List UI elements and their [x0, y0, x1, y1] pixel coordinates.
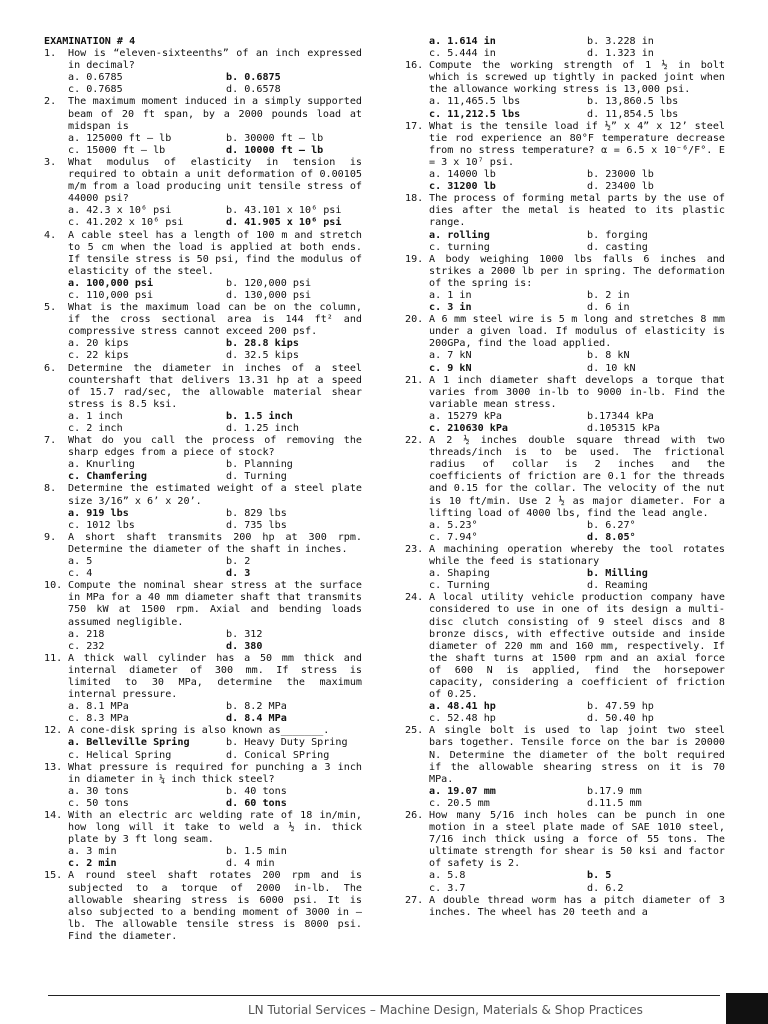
- question-stem: [44, 810, 362, 846]
- answer-option: b. 40 tons: [226, 785, 287, 797]
- answer-option: a. 0.6785: [68, 72, 123, 84]
- answer-option: a. 20 kips: [68, 338, 129, 350]
- answer-options: [44, 508, 362, 532]
- answer-option: b.17344 kPa: [587, 410, 654, 422]
- question-item: [44, 435, 362, 483]
- answer-option-correct: a. 19.07 mm: [429, 785, 496, 797]
- question-item: [44, 48, 362, 96]
- answer-option-correct: b. 1.5 inch: [226, 410, 293, 422]
- question-number: 5.: [44, 302, 57, 314]
- answer-option: c. 0.7685: [68, 84, 123, 96]
- answer-option: c. 110,000 psi: [68, 289, 154, 301]
- answer-options: [405, 290, 725, 314]
- answer-option: a. 1 inch: [68, 410, 123, 422]
- answer-option: d. 11,854.5 lbs: [587, 108, 679, 120]
- question-text: What do you call the process of removing the sharp edges from a piece of stock?: [68, 435, 362, 459]
- question-number: 25.: [405, 725, 424, 737]
- answer-options: [44, 72, 362, 96]
- question-number: 9.: [44, 531, 57, 543]
- question-number: 14.: [44, 810, 63, 821]
- question-text: A cone-disk spring is also known as_______.: [68, 725, 330, 737]
- question-item: [44, 762, 362, 810]
- answer-option: d. casting: [587, 241, 648, 253]
- answer-options: [44, 411, 362, 435]
- question-item: [405, 895, 725, 919]
- answer-option: c. 2 inch: [68, 423, 123, 434]
- answer-options: [44, 737, 362, 761]
- answer-option-correct: d. 8.05°: [587, 531, 636, 543]
- question-text: Compute the working strength of 1 ½ in bolt which is screwed up tightly in packed joint when the allowance working stress is 13,000 psi.: [429, 60, 725, 96]
- question-item: [405, 254, 725, 314]
- question-number: 7.: [44, 435, 57, 447]
- question-stem: [44, 580, 362, 628]
- answer-option: c. 5.444 in: [429, 48, 496, 60]
- answer-option: b. 13,860.5 lbs: [587, 96, 679, 108]
- question-item: [44, 302, 362, 362]
- answer-options: [44, 205, 362, 229]
- question-text: A 6 mm steel wire is 5 m long and stretches 8 mm under a given load. If modulus of elasticity is 200GPa, find the load applied.: [429, 314, 725, 350]
- answer-option-correct: a. 919 lbs: [68, 507, 129, 519]
- question-text: A local utility vehicle production company have considered to use in one of its design a multi-disc clutch consisting of 9 steel discs and 8 bronze discs, with effective outside and inside diameter of 220 mm and 160 mm, respectively. If the shaft turns at 1500 rpm and an axial force of 600 N is applied, find the horsepower capacity, considering a coefficient of friction of 0.25.: [429, 592, 725, 701]
- answer-options: [405, 701, 725, 725]
- answer-option: d. 4 min: [226, 858, 275, 870]
- question-item: [44, 96, 362, 156]
- answer-option: a. 15279 kPa: [429, 410, 502, 422]
- answer-option: a. 30 tons: [68, 785, 129, 797]
- answer-options: [405, 411, 725, 435]
- answer-option-correct: a. 100,000 psi: [68, 277, 154, 289]
- continued-answer-options: [405, 36, 725, 60]
- question-item: [405, 810, 725, 895]
- answer-option: d.105315 kPa: [587, 423, 660, 434]
- answer-option: d. 10 kN: [587, 362, 636, 374]
- answer-option: d. 6.2: [587, 882, 624, 894]
- exam-heading: EXAMINATION # 4: [44, 36, 136, 47]
- question-stem: [44, 483, 362, 507]
- question-number: 24.: [405, 592, 424, 604]
- question-text: How many 5/16 inch holes can be punch in one motion in a steel plate made of SAE 1010 steel, 7/16 inch thick using a force of 55 tons. The ultimate strength for shear is 50 ksi and factor of safety is 2.: [429, 810, 725, 870]
- question-number: 6.: [44, 362, 57, 374]
- answer-options: [405, 870, 725, 894]
- footer-rule: [48, 995, 720, 996]
- answer-option-correct: c. 3 in: [429, 302, 472, 314]
- question-stem: [405, 254, 725, 290]
- answer-option-correct: d. 3: [226, 568, 251, 580]
- answer-option: b. 2 in: [587, 289, 630, 301]
- question-number: 10.: [44, 580, 63, 592]
- question-text: Determine the estimated weight of a steel plate size 3/16” x 6’ x 20’.: [68, 483, 362, 507]
- question-item: [44, 653, 362, 726]
- question-item: [44, 580, 362, 653]
- question-stem: [405, 592, 725, 701]
- question-text: A thick wall cylinder has a 50 mm thick and internal diameter of 300 mm. If stress is limited to 30 MPa, determine the maximum internal pressure.: [68, 652, 362, 701]
- question-stem: [44, 532, 362, 556]
- question-text: What pressure is required for punching a 3 inch in diameter in ¼ inch thick steel?: [68, 761, 362, 785]
- question-stem: [44, 230, 362, 278]
- question-stem: [44, 157, 362, 205]
- answer-option: c. 50 tons: [68, 797, 129, 809]
- answer-option: d. 50.40 hp: [587, 713, 654, 725]
- answer-option-correct: c. Chamfering: [68, 471, 148, 483]
- answer-option: d. Reaming: [587, 580, 648, 592]
- question-stem: [44, 363, 362, 411]
- question-number: 22.: [405, 435, 424, 447]
- answer-options: [44, 338, 362, 362]
- question-item: [405, 60, 725, 120]
- question-number: 13.: [44, 761, 63, 773]
- question-number: 8.: [44, 483, 57, 495]
- question-number: 21.: [405, 374, 424, 386]
- question-number: 3.: [44, 156, 57, 168]
- question-item: [405, 544, 725, 592]
- answer-option: b. 30000 ft – lb: [226, 132, 324, 144]
- question-number: 26.: [405, 810, 424, 821]
- answer-option: d. Turning: [226, 471, 287, 483]
- question-item: [44, 483, 362, 531]
- question-stem: [405, 544, 725, 568]
- answer-option: d. 32.5 kips: [226, 350, 299, 362]
- answer-option: a. 1 in: [429, 289, 472, 301]
- question-text: The maximum moment induced in a simply supported beam of 20 ft span, by a 2000 pounds load at midspan is: [68, 96, 362, 132]
- answer-option: a. 3 min: [68, 846, 117, 858]
- answer-option: b. 1.5 min: [226, 846, 287, 858]
- answer-option: b. Heavy Duty Spring: [226, 737, 348, 749]
- question-number: 23.: [405, 543, 424, 555]
- question-number: 20.: [405, 314, 424, 326]
- answer-option-correct: c. 11,212.5 lbs: [429, 108, 521, 120]
- answer-option: c. 20.5 mm: [429, 797, 490, 809]
- answer-option-correct: a. rolling: [429, 229, 490, 241]
- answer-option: a. Shaping: [429, 568, 490, 580]
- question-text: What is the maximum load can be on the column, if the cross sectional area is 144 ft² and compressive stress cannot exceed 200 psf.: [68, 302, 362, 338]
- answer-option: a. 5.23°: [429, 519, 478, 531]
- answer-option: a. 42.3 x 10⁶ psi: [68, 205, 172, 217]
- answer-options: [44, 629, 362, 653]
- answer-option: d. 130,000 psi: [226, 289, 312, 301]
- question-stem: [44, 653, 362, 701]
- answer-option: c. turning: [429, 241, 490, 253]
- answer-option-correct: b. Milling: [587, 568, 648, 580]
- answer-option: c. 4: [68, 568, 93, 580]
- question-number: 27.: [405, 894, 424, 906]
- question-stem: [405, 725, 725, 785]
- question-stem: [405, 810, 725, 870]
- answer-options: [405, 169, 725, 193]
- answer-option: c. 3.7: [429, 882, 466, 894]
- answer-option-correct: a. 1.614 in: [429, 36, 496, 47]
- answer-option: b. 8.2 MPa: [226, 701, 287, 713]
- answer-options: [405, 350, 725, 374]
- question-text: A single bolt is used to lap joint two steel bars together. Tensile force on the bar is 20000 N. Determine the diameter of the bolt required if the allowable shearing stress on it is 70 MPa.: [429, 725, 725, 785]
- question-stem: [44, 870, 362, 943]
- answer-option: c. 8.3 MPa: [68, 713, 129, 725]
- answer-option: b. 47.59 hp: [587, 701, 654, 713]
- question-stem: [44, 96, 362, 132]
- footer-text: LN Tutorial Services – Machine Design, Materials & Shop Practices: [248, 1003, 643, 1017]
- answer-option-correct: c. 210630 kPa: [429, 423, 509, 434]
- answer-option: a. 125000 ft – lb: [68, 132, 172, 144]
- question-stem: [405, 895, 725, 919]
- question-number: 17.: [405, 120, 424, 132]
- right-column: [405, 36, 725, 919]
- question-text: What is the tensile load if ½” x 4” x 12’ steel tie rod experience an 80°F temperature decrease from no stress temperature? α = 6.5 x 10⁻⁶/F°. E = 3 x 10⁷ psi.: [429, 120, 725, 168]
- question-text: A cable steel has a length of 100 m and stretch to 5 cm when the load is applied at both ends. If tensile stress is 50 psi, find the modulus of elasticity of the steel.: [68, 229, 362, 277]
- answer-option: c. 7.94°: [429, 531, 478, 543]
- question-text: A 1 inch diameter shaft develops a torque that varies from 3000 in-lb to 9000 in-lb. Find the variable mean stress.: [429, 374, 725, 410]
- question-number: 18.: [405, 193, 424, 205]
- answer-option: a. 14000 lb: [429, 169, 496, 181]
- question-number: 1.: [44, 48, 57, 60]
- answer-option: b. 43.101 x 10⁶ psi: [226, 205, 342, 217]
- question-stem: [405, 314, 725, 350]
- footer-page-block: [726, 993, 768, 1024]
- answer-option: d. 735 lbs: [226, 519, 287, 531]
- answer-option-correct: d. 380: [226, 640, 263, 652]
- right-question-list: [405, 60, 725, 919]
- question-number: 16.: [405, 60, 424, 72]
- answer-options: [44, 556, 362, 580]
- question-number: 15.: [44, 870, 63, 882]
- question-text: Compute the nominal shear stress at the surface in MPa for a 40 mm diameter shaft that transmits 750 kW at 1500 rpm. Axial and bending loads assumed negligible.: [68, 580, 362, 628]
- answer-option: c. Turning: [429, 580, 490, 592]
- answer-option: a. 218: [68, 628, 105, 640]
- answer-option: d. 23400 lb: [587, 181, 654, 193]
- answer-option: d. 6 in: [587, 302, 630, 314]
- answer-option-correct: d. 8.4 MPa: [226, 713, 287, 725]
- page-footer: [0, 993, 768, 1024]
- question-item: [44, 363, 362, 436]
- answer-option: b. 120,000 psi: [226, 277, 312, 289]
- answer-options: [405, 786, 725, 810]
- answer-option: b. 829 lbs: [226, 507, 287, 519]
- answer-option-correct: d. 10000 ft – lb: [226, 144, 324, 156]
- question-number: 2.: [44, 96, 57, 108]
- answer-option-correct: d. 60 tons: [226, 797, 287, 809]
- answer-option: c. 15000 ft – lb: [68, 144, 166, 156]
- question-text: How is “eleven-sixteenths” of an inch expressed in decimal?: [68, 48, 362, 72]
- answer-option: c. 52.48 hp: [429, 713, 496, 725]
- question-text: A body weighing 1000 lbs falls 6 inches and strikes a 2000 lb per in spring. The deformation of the spring is:: [429, 253, 725, 289]
- question-item: [405, 121, 725, 194]
- answer-option: b. 6.27°: [587, 519, 636, 531]
- question-number: 12.: [44, 725, 63, 737]
- answer-option-correct: b. 5: [587, 870, 612, 882]
- left-question-list: [44, 48, 362, 943]
- question-item: [405, 725, 725, 810]
- question-text: A short shaft transmits 200 hp at 300 rpm. Determine the diameter of the shaft in inches.: [68, 531, 362, 555]
- answer-options: [405, 96, 725, 120]
- answer-option: b. 23000 lb: [587, 169, 654, 181]
- question-text: With an electric arc welding rate of 18 in/min, how long will it take to weld a ½ in. thick plate by 3 ft long seam.: [68, 810, 362, 846]
- question-item: [405, 193, 725, 253]
- answer-option: c. 1012 lbs: [68, 519, 135, 531]
- answer-options: [44, 701, 362, 725]
- question-item: [44, 532, 362, 580]
- answer-options: [44, 278, 362, 302]
- question-item: [405, 592, 725, 725]
- answer-option-correct: d. 41.905 x 10⁶ psi: [226, 217, 342, 229]
- question-text: The process of forming metal parts by the use of dies after the metal is heated to its plastic range.: [429, 193, 725, 229]
- answer-option: c. 41.202 x 10⁶ psi: [68, 217, 184, 229]
- question-stem: [44, 302, 362, 338]
- answer-option: c. 232: [68, 640, 105, 652]
- question-number: 19.: [405, 253, 424, 265]
- question-text: A machining operation whereby the tool rotates while the feed is stationary: [429, 543, 725, 568]
- answer-option-correct: c. 31200 lb: [429, 181, 496, 193]
- answer-option: d. Conical SPring: [226, 749, 330, 761]
- question-stem: [44, 48, 362, 72]
- answer-options: [44, 459, 362, 483]
- question-item: [44, 870, 362, 943]
- question-stem: [405, 121, 725, 169]
- question-number: 11.: [44, 652, 63, 664]
- question-text: Determine the diameter in inches of a steel countershaft that delivers 13.31 hp at a speed of 15.7 rad/sec, the allowable material shear stress is 8.5 ksi.: [68, 362, 362, 410]
- answer-options: [44, 786, 362, 810]
- answer-options: [44, 846, 362, 870]
- answer-options: [44, 133, 362, 157]
- answer-option: a. 8.1 MPa: [68, 701, 129, 713]
- question-item: [44, 810, 362, 870]
- question-stem: [405, 375, 725, 411]
- answer-option-correct: c. 9 kN: [429, 362, 472, 374]
- answer-option: b. Planning: [226, 459, 293, 471]
- question-stem: [44, 762, 362, 786]
- question-stem: [405, 435, 725, 520]
- answer-options: [405, 520, 725, 544]
- answer-option: a. 11,465.5 lbs: [429, 96, 521, 108]
- question-text: What modulus of elasticity in tension is required to obtain a unit deformation of 0.00105 m/m from a load producing unit tensile stress of 44000 psi?: [68, 156, 362, 205]
- answer-option: b. 8 kN: [587, 350, 630, 362]
- answer-option: d. 1.323 in: [587, 48, 654, 60]
- answer-option: d. 1.25 inch: [226, 423, 299, 434]
- question-stem: [44, 725, 362, 737]
- question-item: [405, 314, 725, 374]
- question-stem: [405, 60, 725, 96]
- answer-option: a. 5.8: [429, 870, 466, 882]
- answer-option: c. Helical Spring: [68, 749, 172, 761]
- answer-option: b. 312: [226, 628, 263, 640]
- answer-option: a. 7 kN: [429, 350, 472, 362]
- answer-option: b. 2: [226, 556, 251, 568]
- question-item: [44, 157, 362, 230]
- answer-option-correct: c. 2 min: [68, 858, 117, 870]
- answer-option: c. 22 kips: [68, 350, 129, 362]
- answer-option: d.11.5 mm: [587, 797, 642, 809]
- answer-options: [405, 230, 725, 254]
- question-stem: [405, 193, 725, 229]
- answer-option: a. 5: [68, 556, 93, 568]
- answer-option: b. 3.228 in: [587, 36, 654, 47]
- answer-option-correct: a. 48.41 hp: [429, 701, 496, 713]
- answer-option-correct: b. 0.6875: [226, 72, 281, 84]
- left-column: [44, 36, 362, 943]
- answer-options: [405, 568, 725, 592]
- answer-option-correct: b. 28.8 kips: [226, 338, 299, 350]
- question-item: [405, 375, 725, 435]
- question-item: [405, 435, 725, 544]
- answer-option: d. 0.6578: [226, 84, 281, 96]
- answer-option-correct: a. Belleville Spring: [68, 737, 190, 749]
- answer-option: a. Knurling: [68, 459, 135, 471]
- question-item: [44, 230, 362, 303]
- question-text: A double thread worm has a pitch diameter of 3 inches. The wheel has 20 teeth and a: [429, 894, 725, 918]
- question-text: A round steel shaft rotates 200 rpm and is subjected to a torque of 2000 in-lb. The allowable shearing stress is 6000 psi. It is also subjected to a bending moment of 3000 in – lb. The allowable tensile stress is 8000 psi. Find the diameter.: [68, 870, 362, 942]
- question-text: A 2 ½ inches double square thread with two threads/inch is to be used. The frictional radius of collar is 2 inches and the coefficients of friction are 0.1 for the threads and 0.15 for the collar. The velocity of the nut is 10 ft/min. Use 2 ½ as major diameter. For a lifting load of 4000 lbs, find the lead angle.: [429, 435, 725, 519]
- answer-option: b. forging: [587, 229, 648, 241]
- answer-option: b.17.9 mm: [587, 785, 642, 797]
- question-number: 4.: [44, 229, 57, 241]
- question-item: [44, 725, 362, 761]
- question-stem: [44, 435, 362, 459]
